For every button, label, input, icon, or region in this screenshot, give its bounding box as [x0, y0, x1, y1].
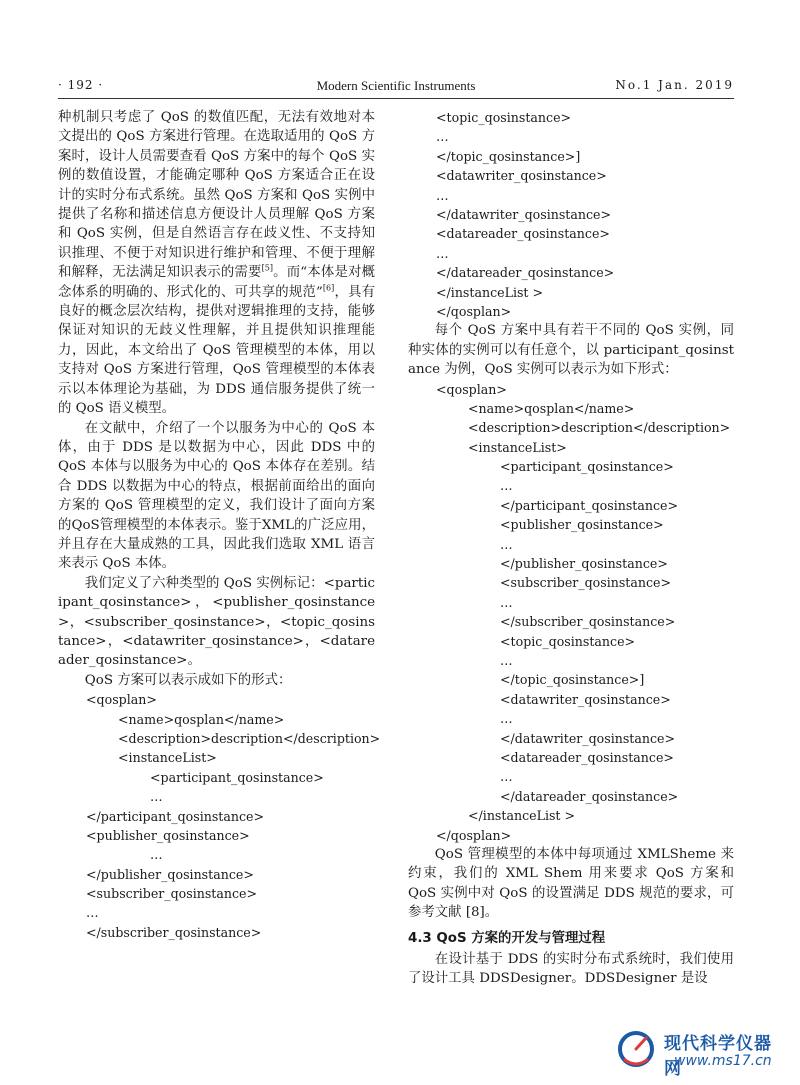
- code-line: …: [436, 187, 449, 203]
- citation: [6]: [322, 283, 335, 293]
- code-line: </qosplan>: [436, 303, 512, 319]
- running-header: [58, 76, 734, 99]
- code-line: …: [150, 847, 163, 863]
- code-line: <instanceList>: [118, 750, 217, 766]
- gauge-logo-icon: [616, 1029, 656, 1069]
- code-line: </datawriter_qosinstance>: [500, 730, 676, 746]
- code-block: [408, 380, 734, 845]
- code-line: <participant_qosinstance>: [150, 769, 324, 785]
- page-number: · 192 ·: [58, 78, 104, 92]
- watermark-title: 现代科学仪器网: [664, 1034, 772, 1079]
- watermark-url: www.ms17.cn: [674, 1053, 772, 1069]
- code-line: <subscriber_qosinstance>: [500, 575, 672, 591]
- citation: [5]: [261, 263, 273, 273]
- code-block: [58, 690, 381, 942]
- code-line: <name>qosplan</name>: [468, 400, 635, 416]
- code-line: </publisher_qosinstance>: [500, 556, 668, 572]
- code-line: <topic_qosinstance>: [500, 633, 636, 649]
- code-line: </qosplan>: [436, 827, 512, 843]
- code-line: </subscriber_qosinstance>: [500, 614, 676, 630]
- code-line: <qosplan>: [436, 381, 507, 397]
- code-line: </datareader_qosinstance>: [500, 788, 679, 804]
- paragraph: 种机制只考虑了 QoS 的数值匹配，无法有效地对本文提出的 QoS 方案进行管理。在选取适用的 QoS 方案时，设计人员需要查看 QoS 方案中的每个 QoS 实例的数值设置，才能确定哪种 QoS 方案适合正在设计的实时分布式系统。虽然 QoS 方案和 QoS 实例中提供了名称和描述信息方便设计人员理解 QoS 方案和 QoS 实例，但是自然语言存在歧义性、不支持知识推理、不便于对知识进行维护和管理、不便于理解和解释，无法满足知识表示的需要[5]。而“本体是对概念体系的明确的、形式化的、可共享的规范”[6]，具有良好的概念层次结构，提供对逻辑推理的支持，能够保证对知识的无歧义性理解，并且提供知识推理能力，因此，本文给出了 QoS 管理模型的本体，用以支持对 QoS 方案进行管理，QoS 管理模型的本体表示以本体理论为基础，为 DDS 通信服务提供了统一的 QoS 语义模型。: [58, 110, 375, 417]
- code-line: </participant_qosinstance>: [86, 808, 265, 824]
- section-heading: 4.3 QoS 方案的开发与管理过程: [408, 930, 606, 946]
- code-line: …: [500, 478, 513, 494]
- code-line: …: [150, 789, 163, 805]
- issue-info: No.1 Jan. 2019: [615, 78, 734, 92]
- paragraph: 在文献中，介绍了一个以服务为中心的 QoS 本体，由于 DDS 是以数据为中心，因此 DDS 中的 QoS 本体与以服务为中心的 QoS 本体存在差别。结合 DDS 以数据为中心的特点，根据前面给出的面向方案的 QoS 管理模型的定义，我们设计了面向方案的QoS管理模型的本体表示。鉴于XML的广泛应用，并且存在大量成熟的工具，因此我们选取 XML 语言来表示 QoS 本体。: [58, 420, 375, 572]
- code-line: …: [500, 536, 513, 552]
- code-line: <participant_qosinstance>: [500, 459, 674, 475]
- code-line: </instanceList >: [468, 808, 576, 824]
- code-line: …: [436, 129, 449, 145]
- paragraph: 我们定义了六种类型的 QoS 实例标记：<participant_qosinstance>，<publisher_qosinstance>，<subscriber_qosinstance>，<topic_qosinstance>，<datawriter_qosinstance>，<datareader_qosinstance>。: [58, 575, 375, 669]
- code-line: <datawriter_qosinstance>: [436, 168, 607, 184]
- code-line: </subscriber_qosinstance>: [86, 924, 262, 940]
- code-line: …: [500, 711, 513, 727]
- code-line: <description>description</description>: [118, 730, 381, 746]
- right-column: [408, 108, 734, 989]
- code-line: …: [500, 652, 513, 668]
- paragraph: QoS 方案可以表示成如下的形式：: [84, 672, 292, 688]
- code-line: …: [436, 245, 449, 261]
- code-line: <qosplan>: [86, 692, 157, 708]
- code-line: <publisher_qosinstance>: [86, 827, 250, 843]
- code-line: <instanceList>: [468, 439, 567, 455]
- code-line: <publisher_qosinstance>: [500, 517, 664, 533]
- code-line: …: [500, 769, 513, 785]
- code-line: <name>qosplan</name>: [118, 711, 285, 727]
- paragraph: 每个 QoS 方案中具有若干不同的 QoS 实例，同种实体的实例可以有任意个，以 participant_qosinstance 为例，QoS 实例可以表示为如下形式：: [408, 323, 734, 378]
- code-line: <topic_qosinstance>: [436, 110, 572, 125]
- code-line: </participant_qosinstance>: [500, 497, 679, 513]
- code-line: <datareader_qosinstance>: [500, 749, 674, 765]
- code-line: </topic_qosinstance>]: [500, 672, 645, 688]
- code-line: </datawriter_qosinstance>: [436, 206, 612, 222]
- code-line: <datawriter_qosinstance>: [500, 691, 671, 707]
- left-column: [58, 108, 381, 942]
- paragraph: 在设计基于 DDS 的实时分布式系统时，我们使用了设计工具 DDSDesigner。DDSDesigner 是设: [408, 951, 734, 987]
- code-line: <subscriber_qosinstance>: [86, 886, 258, 902]
- watermark: [616, 1025, 786, 1079]
- code-line: </instanceList >: [436, 284, 544, 300]
- code-line: </datareader_qosinstance>: [436, 265, 615, 281]
- code-line: </publisher_qosinstance>: [86, 866, 254, 882]
- code-line: …: [500, 594, 513, 610]
- paragraph: QoS 管理模型的本体中每项通过 XMLSheme 来约束，我们的 XML Shem 用来要求 QoS 方案和 QoS 实例中对 QoS 的设置满足 DDS 规范的要求，可参考文献 [8]。: [408, 846, 734, 921]
- code-block: [408, 108, 734, 321]
- code-line: …: [86, 905, 99, 921]
- journal-name: Modern Scientific Instruments: [316, 78, 476, 93]
- code-line: <description>description</description>: [468, 420, 731, 436]
- code-line: <datareader_qosinstance>: [436, 226, 610, 242]
- code-line: </topic_qosinstance>]: [436, 148, 581, 164]
